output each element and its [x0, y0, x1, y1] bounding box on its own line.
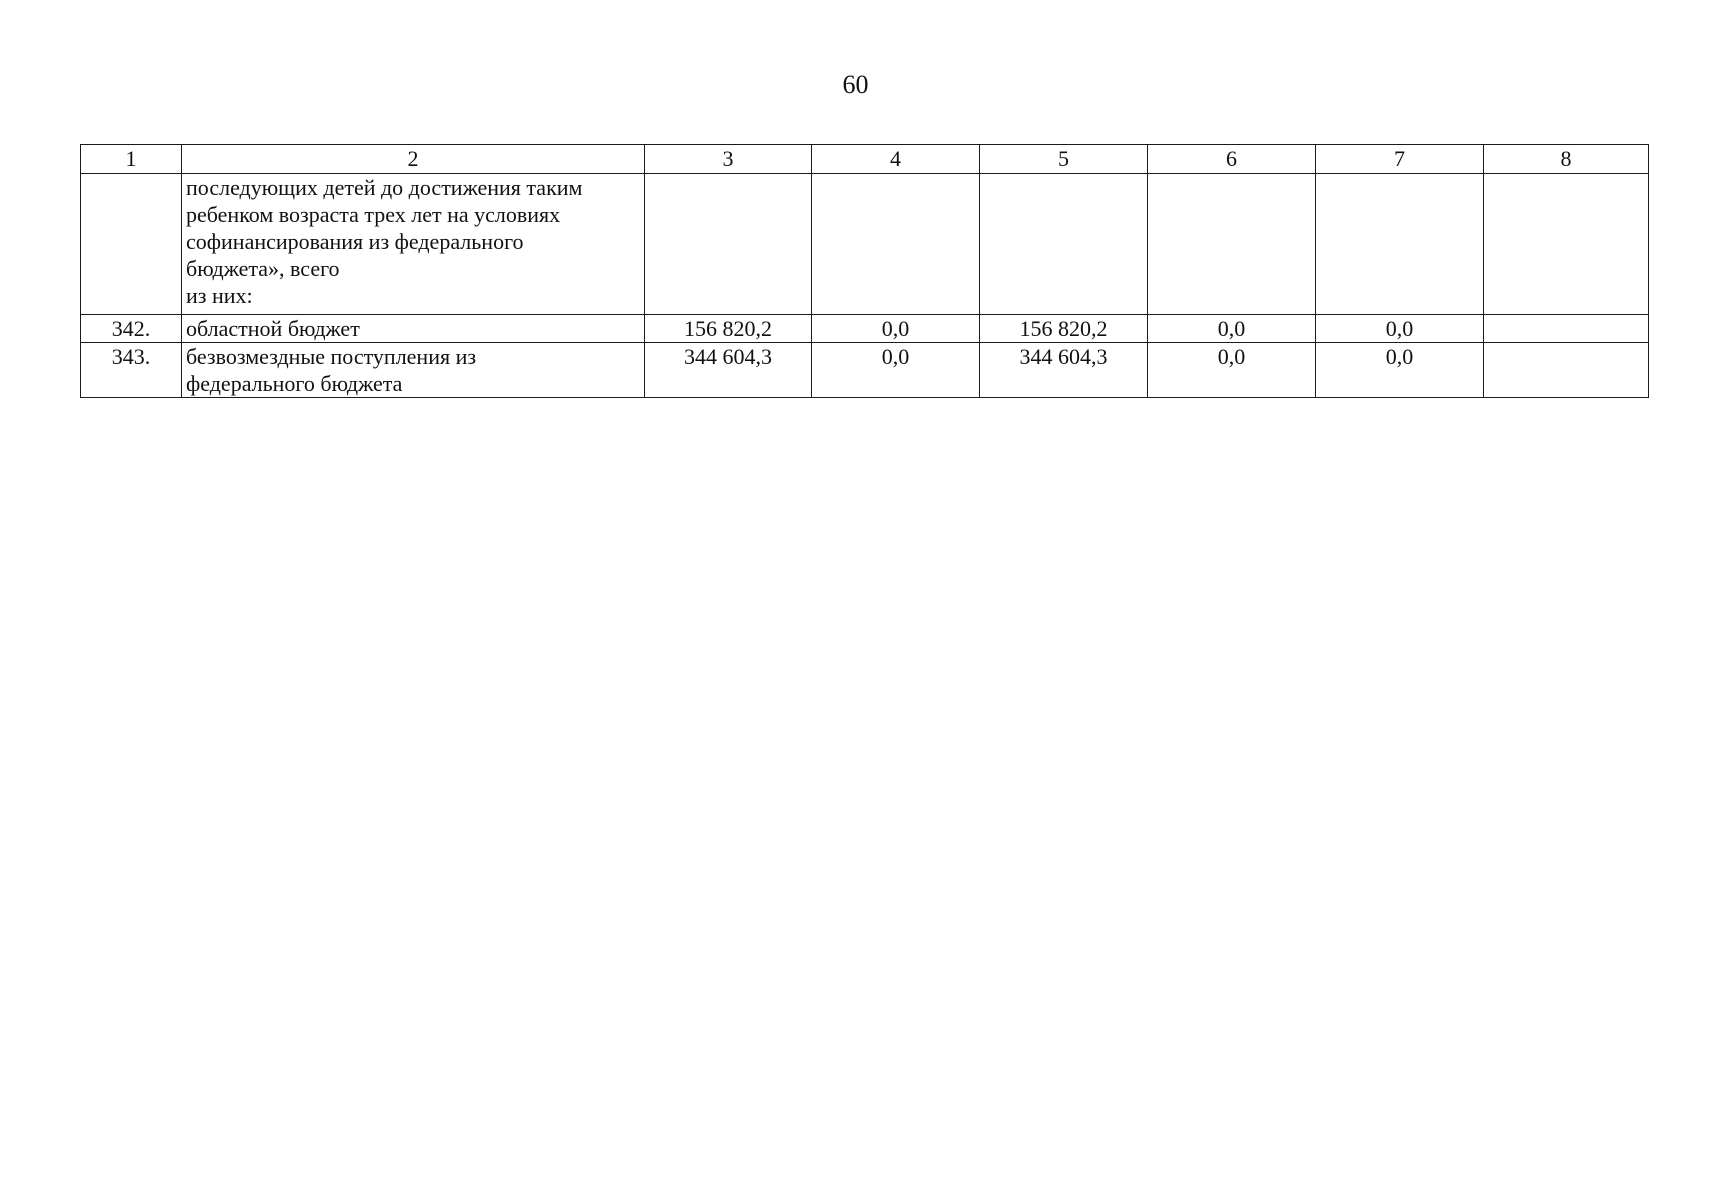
value-cell: 0,0 [812, 343, 980, 398]
description-line: безвозмездные поступления из [186, 344, 477, 369]
table-row [81, 343, 1649, 398]
description-line: областной бюджет [186, 316, 360, 341]
value-cell: 156 820,2 [980, 315, 1148, 343]
page-number: 60 [842, 70, 869, 99]
value-cell [812, 174, 980, 315]
value-cell: 344 604,3 [980, 343, 1148, 398]
column-number: 7 [1316, 145, 1484, 174]
row-number-cell: 343. [81, 343, 182, 398]
row-description-cell [182, 315, 645, 343]
description-line: ребенком возраста трех лет на условиях [186, 202, 561, 227]
value-cell: 0,0 [1316, 315, 1484, 343]
description-line: софинансирования из федерального [186, 229, 524, 254]
value-cell [1148, 174, 1316, 315]
value-cell [980, 174, 1148, 315]
description-line: из них: [186, 283, 253, 308]
column-number: 5 [980, 145, 1148, 174]
column-number: 3 [645, 145, 812, 174]
row-description-cell [182, 343, 645, 398]
column-number: 2 [182, 145, 645, 174]
description-line: федерального бюджета [186, 371, 403, 396]
column-number: 6 [1148, 145, 1316, 174]
column-number: 1 [81, 145, 182, 174]
column-number: 4 [812, 145, 980, 174]
table-row [81, 315, 1649, 343]
description-line: последующих детей до достижения таким [186, 175, 583, 200]
budget-table [80, 144, 1649, 398]
value-cell: 0,0 [1148, 343, 1316, 398]
row-description-cell [182, 174, 645, 315]
value-cell [645, 174, 812, 315]
column-number-row [81, 145, 1649, 174]
value-cell [1484, 315, 1649, 343]
value-cell [1484, 174, 1649, 315]
value-cell: 344 604,3 [645, 343, 812, 398]
table-row [81, 174, 1649, 315]
value-cell: 0,0 [1148, 315, 1316, 343]
column-number: 8 [1484, 145, 1649, 174]
row-number-cell [81, 174, 182, 315]
value-cell: 0,0 [812, 315, 980, 343]
value-cell: 156 820,2 [645, 315, 812, 343]
value-cell [1316, 174, 1484, 315]
value-cell: 0,0 [1316, 343, 1484, 398]
value-cell [1484, 343, 1649, 398]
row-number-cell: 342. [81, 315, 182, 343]
description-line: бюджета», всего [186, 256, 340, 281]
